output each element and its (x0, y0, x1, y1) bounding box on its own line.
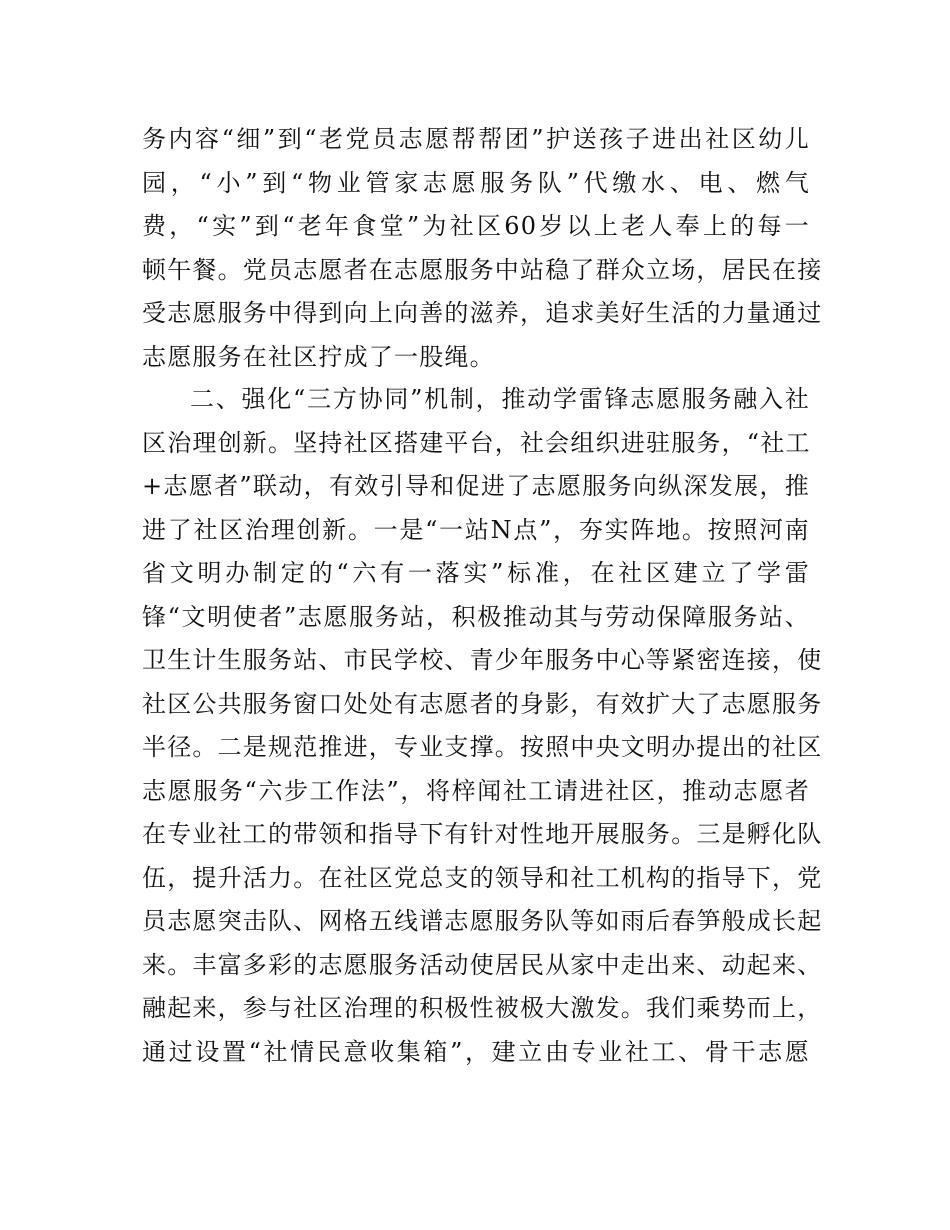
text-line: 半径。二是规范推进，专业支撑。按照中央文明办提出的社区 (142, 733, 823, 761)
text-line: 省文明办制定的“六有一落实”标准，在社区建立了学雷 (142, 559, 810, 587)
text-line: 社区公共服务窗口处处有志愿者的身影，有效扩大了志愿服务 (142, 689, 823, 718)
text-line: 融起来，参与社区治理的积极性被极大激发。我们乘势而上， (142, 994, 823, 1022)
text-line: 志愿服务“六步工作法”，将梓闻社工请进社区，推动志愿者 (142, 776, 810, 805)
text-line: 员志愿突击队、网格五线谱志愿服务队等如雨后春笋般成长起 (142, 907, 823, 935)
text-line: 进了社区治理创新。一是“一站N点”，夯实阵地。按照河南 (142, 515, 810, 544)
text-line: 在专业社工的带领和指导下有针对性地开展服务。三是孵化队 (142, 820, 823, 848)
text-line: 来。丰富多彩的志愿服务活动使居民从家中走出来、动起来、 (142, 950, 823, 979)
text-line: 园，“小”到“物业管家志愿服务队”代缴水、电、燃气 (142, 168, 810, 197)
text-line: 卫生计生服务站、市民学校、青少年服务中心等紧密连接，使 (142, 646, 823, 674)
text-line: 伍，提升活力。在社区党总支的领导和社工机构的指导下，党 (142, 863, 823, 892)
text-line: +志愿者”联动，有效引导和促进了志愿服务向纵深发展，推 (142, 472, 810, 500)
text-line: 费，“实”到“老年食堂”为社区60岁以上老人奉上的每一 (142, 212, 810, 240)
text-line: 锋“文明使者”志愿服务站，积极推动其与劳动保障服务站、 (142, 602, 810, 631)
paragraph-2 (142, 378, 823, 1074)
text-line: 区治理创新。坚持社区搭建平台，社会组织进驻服务，“社工 (142, 428, 811, 457)
text-line: 务内容“细”到“老党员志愿帮帮团”护送孩子进出社区幼儿 (142, 125, 810, 153)
text-line: 志愿服务在社区拧成了一股绳。 (142, 342, 495, 371)
text-line: 受志愿服务中得到向上向善的滋养，追求美好生活的力量通过 (142, 299, 823, 327)
paragraph-1 (142, 118, 823, 379)
text-line: 二、强化“三方协同”机制，推动学雷锋志愿服务融入社 (190, 385, 810, 413)
text-line: 通过设置“社情民意收集箱”，建立由专业社工、骨干志愿 (142, 1037, 810, 1066)
text-line: 顿午餐。党员志愿者在志愿服务中站稳了群众立场，居民在接 (142, 255, 823, 284)
